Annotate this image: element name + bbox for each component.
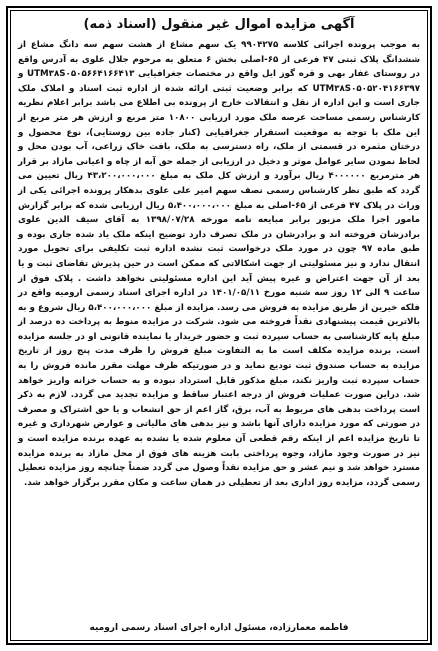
- notice-frame: [6, 6, 432, 645]
- notice-body: به موجب پرونده اجرائی کلاسه ۹۹۰۴۲۷۵ یک سهم مشاع از هشت سهم سه دانگ مشاع از ششدانگ پلاک ثبتی ۴۷ فرعی از ۶۵-اصلی بخش ۶ متعلق به مرحوم جلال علوی به آدرس واقع در روستای غفار بهی و قره گوز ایل واقع در مختصات جغرافیایی UTM۳۸S۰۵۰۵۶۶۴۱۶۶۴۱۳ و UTM۳۸S۰۵۰۵۲۰۴۱۶۶۳۹۷ که برابر وضعیت ثبتی ارائه شده از اداره ثبت اسناد و املاک ملک جاری است و این اداره از نقل و انتقالات خارج از پرونده بی اطلاع می باشد برابر اعلام نظریه کارشناس رسمی مساحت عرصه ملک مورد ارزیابی ۱۰۸۰۰ متر مربع و ارزش هر متر مربع از این ملک با توجه به موقعیت استقرار جغرافیایی (کنار جاده بین روستایی)، نوع محصول و درختان مثمره در قسمتی از ملک، راه دسترسی به ملک، بافت خاک زراعی، آب بودن محل و لحاظ نمودن سایر عوامل موثر و دخیل در ارزیابی از جمله حق آبه از چاه و اعیانی مازاد بر قرار هر مترمربع ۴۰۰۰۰۰۰ ریال برآورد و ارزش کل ملک به مبلغ ۴۳،۲۰۰،۰۰۰،۰۰۰ ریال تعیین می گردد که طبق نظر کارشناس رسمی نصف سهم امیر علی علوی بدهکار پرونده اجرائی یکی از وراث در پلاک ۴۷ فرعی از ۶۵-اصلی به مبلغ ۵،۴۰۰،۰۰۰،۰۰۰ ریال ارزیابی شده که برابر گزارش مامور اجرا ملک مزبور برابر مبایعه نامه مورخه ۱۳۹۸/۰۷/۲۸ به آقای سیف الدین علوی برادرشان فروخته اند و برادرشان در ملک تصرف دارد توضیح اینکه ملک یاد شده جاری بوده و طبق ماده ۹۷ چون در مورد ملک درخواست ثبت نشده اداره ثبت تکلیفی برای تحویل مورد انتقال ندارد و نیز مسئولیتی از جهت اشکالاتی که ممکن است در حین پذیرش تقاضای ثبت و یا بعد از آن جهت اعتراض و غیره پیش آید این اداره مسئولیتی نخواهد داشت . پلاک فوق از ساعت ۹ الی ۱۲ روز سه شنبه مورخ ۱۴۰۱/۰۵/۱۱ در اداره اجرای اسناد رسمی ارومیه واقع در فلکه خیرین از طریق مزایده به فروش می رسد. مزایده از مبلغ ۵،۴۰۰،۰۰۰،۰۰۰ ریال شروع و به بالاترین قیمت پیشنهادی نقداً فروخته می شود. شرکت در مزایده منوط به پرداخت ده درصد از مبلغ پایه کارشناسی به حساب سپرده ثبت و حضور خریدار یا نماینده قانونی او در جلسه مزایده است. برنده مزایده مکلف است ما به التفاوت مبلغ فروش را ظرف مدت پنج روز از تاریخ مزایده به حساب صندوق ثبت تودیع نماید و در صورتیکه ظرف مهلت مقرر مانده فروش را به حساب سپرده ثبت واریز نکند، مبلغ مذکور قابل استرداد نبوده و به حساب خزانه واریز خواهد شد. دراین صورت عملیات فروش از درجه اعتبار ساقط و مزایده تجدید می گردد. لازم به ذکر است پرداخت بدهی های مربوط به آب، برق، گاز اعم از حق انشعاب و یا حق اشتراک و مصرف در صورتی که مورد مزایده دارای آنها باشد و نیز بدهی های مالیاتی و عوارض شهرداری و غیره تا تاریخ مزایده اعم از اینکه رقم قطعی آن معلوم شده یا نشده به عهده برنده مزایده است و نیز در صورت وجود مازاد، وجوه پرداختی بابت هزینه های فوق از محل مازاد به برنده مزایده مسترد خواهد شد و نیم عشر و حق مزایده نقداً وصول می گردد ضمناً چنانچه روز مزایده تعطیل رسمی گردد، مزایده روز اداری بعد از تعطیلی در همان ساعت و مکان مقرر برگزار خواهد شد.: [18, 40, 421, 488]
- notice-signature: فاطمه معمارزاده، مسئول اداره اجرای اسناد رسمی ارومیه: [89, 623, 349, 633]
- notice-title: آگهی مزایده اموال غیر منقول (اسناد ذمه): [83, 17, 355, 32]
